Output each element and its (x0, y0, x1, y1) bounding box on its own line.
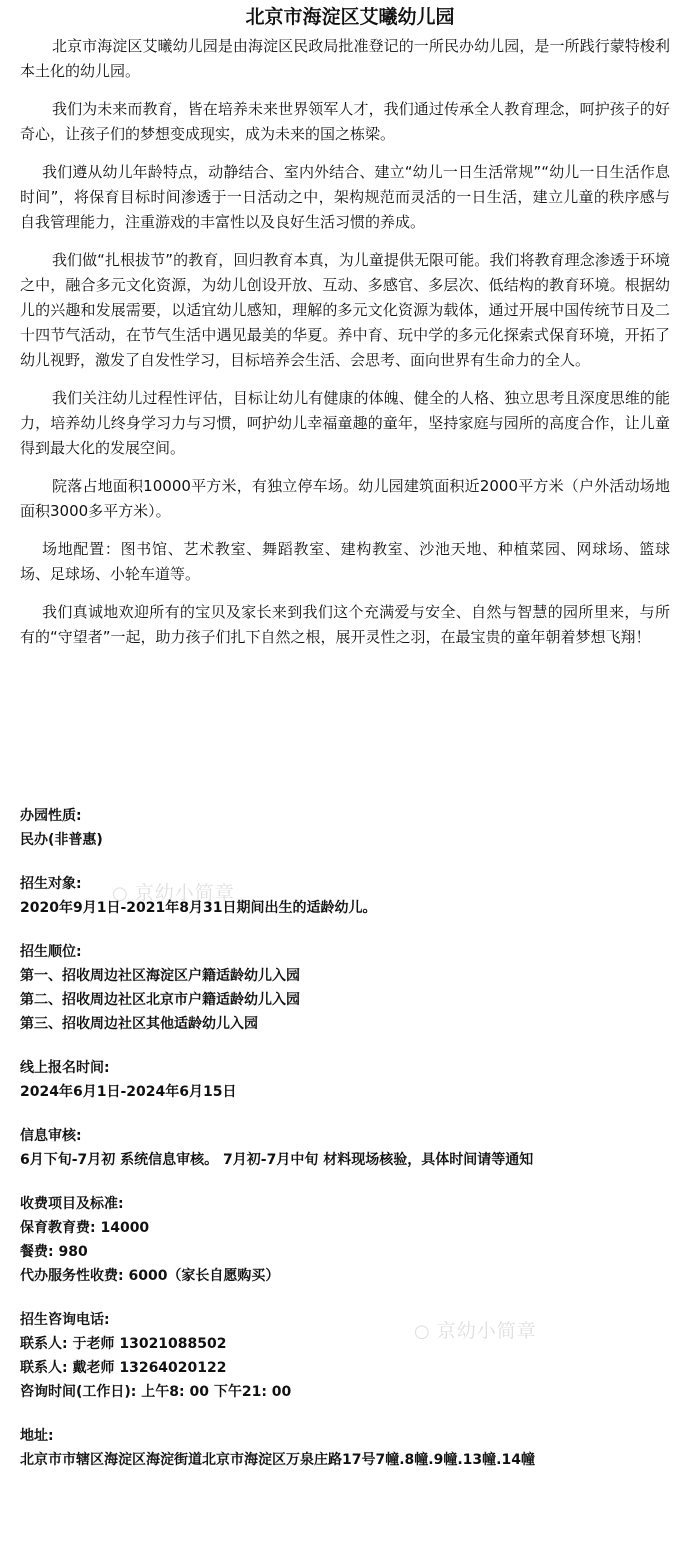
section-line: 代办服务性收费: 6000（家长自愿购买） (20, 1268, 280, 1284)
section-target (20, 872, 680, 920)
intro-section (20, 34, 670, 663)
section-value: 6月下旬-7月初 系统信息审核。 7月初-7月中旬 材料现场核验，具体时间请等通知 (20, 1152, 534, 1168)
intro-paragraph: 北京市海淀区艾曦幼儿园是由海淀区民政局批准登记的一所民办幼儿园，是一所践行蒙特梭利本土化的幼儿园。 (20, 37, 670, 80)
section-line: 第二、招收周边社区北京市户籍适龄幼儿入园 (20, 992, 300, 1008)
wechat-icon: ○ (112, 883, 129, 904)
section-line: 联系人: 戴老师 13264020122 (20, 1360, 227, 1376)
section-label: 地址: (20, 1428, 54, 1444)
watermark-text: 京幼小简章 (134, 882, 235, 904)
section-review (20, 1124, 680, 1172)
intro-paragraph: 院落占地面积10000平方米，有独立停车场。幼儿园建筑面积近2000平方米（户外活动场地面积3000多平方米）。 (20, 477, 670, 520)
section-order (20, 940, 680, 1036)
section-value: 北京市市辖区海淀区海淀街道北京市海淀区万泉庄路17号7幢.8幢.9幢.13幢.14幢 (20, 1452, 535, 1468)
watermark-text: 京幼小简章 (436, 1320, 537, 1342)
admission-info (20, 804, 680, 1492)
section-label: 招生顺位: (20, 944, 82, 960)
intro-paragraph: 我们真诚地欢迎所有的宝贝及家长来到我们这个充满爱与安全、自然与智慧的园所里来，与所有的“守望者”一起，助力孩子们扎下自然之根，展开灵性之羽，在最宝贵的童年朝着梦想飞翔！ (20, 603, 670, 646)
section-address (20, 1424, 680, 1472)
section-contact (20, 1308, 680, 1404)
section-line: 咨询时间(工作日): 上午8: 00 下午21: 00 (20, 1384, 292, 1400)
section-value: 2020年9月1日-2021年8月31日期间出生的适龄幼儿。 (20, 900, 377, 916)
section-value: 民办(非普惠) (20, 832, 103, 848)
intro-paragraph: 我们遵从幼儿年龄特点，动静结合、室内外结合、建立“幼儿一日生活常规”“幼儿一日生活作息时间”，将保育目标时间渗透于一日活动之中，架构规范而灵活的一日生活，建立儿童的秩序感与自我管理能力，注重游戏的丰富性以及良好生活习惯的养成。 (20, 163, 670, 231)
section-line: 保育教育费: 14000 (20, 1220, 150, 1236)
section-value: 2024年6月1日-2024年6月15日 (20, 1084, 237, 1100)
section-line: 餐费: 980 (20, 1244, 88, 1260)
section-line: 第一、招收周边社区海淀区户籍适龄幼儿入园 (20, 968, 300, 984)
intro-paragraph: 我们关注幼儿过程性评估，目标让幼儿有健康的体魄、健全的人格、独立思考且深度思维的能力，培养幼儿终身学习力与习惯，呵护幼儿幸福童趣的童年，坚持家庭与园所的高度合作，让儿童得到最大化的发展空间。 (20, 389, 670, 457)
section-nature (20, 804, 680, 852)
section-line: 第三、招收周边社区其他适龄幼儿入园 (20, 1016, 258, 1032)
wechat-icon: ○ (414, 1321, 431, 1342)
section-fees (20, 1192, 680, 1288)
page-title: 北京市海淀区艾曦幼儿园 (245, 6, 455, 28)
intro-paragraph: 我们做“扎根拔节”的教育，回归教育本真，为儿童提供无限可能。我们将教育理念渗透于环境之中，融合多元文化资源，为幼儿创设开放、互动、多感官、多层次、低结构的教育环境。根据幼儿的兴趣和发展需要，以适宜幼儿感知，理解的多元文化资源为载体，通过开展中国传统节日及二十四节气活动，在节气生活中遇见最美的华夏。养中育、玩中学的多元化探索式保育环境，开拓了幼儿视野，激发了自发性学习，目标培养会生活、会思考、面向世界有生命力的全人。 (20, 251, 670, 369)
section-label: 招生咨询电话: (20, 1312, 110, 1328)
section-registration (20, 1056, 680, 1104)
section-label: 线上报名时间: (20, 1060, 110, 1076)
section-label: 信息审核: (20, 1128, 82, 1144)
section-label: 招生对象: (20, 876, 82, 892)
intro-paragraph: 我们为未来而教育，皆在培养未来世界领军人才，我们通过传承全人教育理念，呵护孩子的好奇心，让孩子们的梦想变成现实，成为未来的国之栋梁。 (20, 100, 670, 143)
section-label: 收费项目及标准: (20, 1196, 124, 1212)
section-line: 联系人: 于老师 13021088502 (20, 1336, 227, 1352)
section-label: 办园性质: (20, 808, 82, 824)
intro-paragraph: 场地配置：图书馆、艺术教室、舞蹈教室、建构教室、沙池天地、种植菜园、网球场、篮球场、足球场、小轮车道等。 (20, 540, 670, 583)
